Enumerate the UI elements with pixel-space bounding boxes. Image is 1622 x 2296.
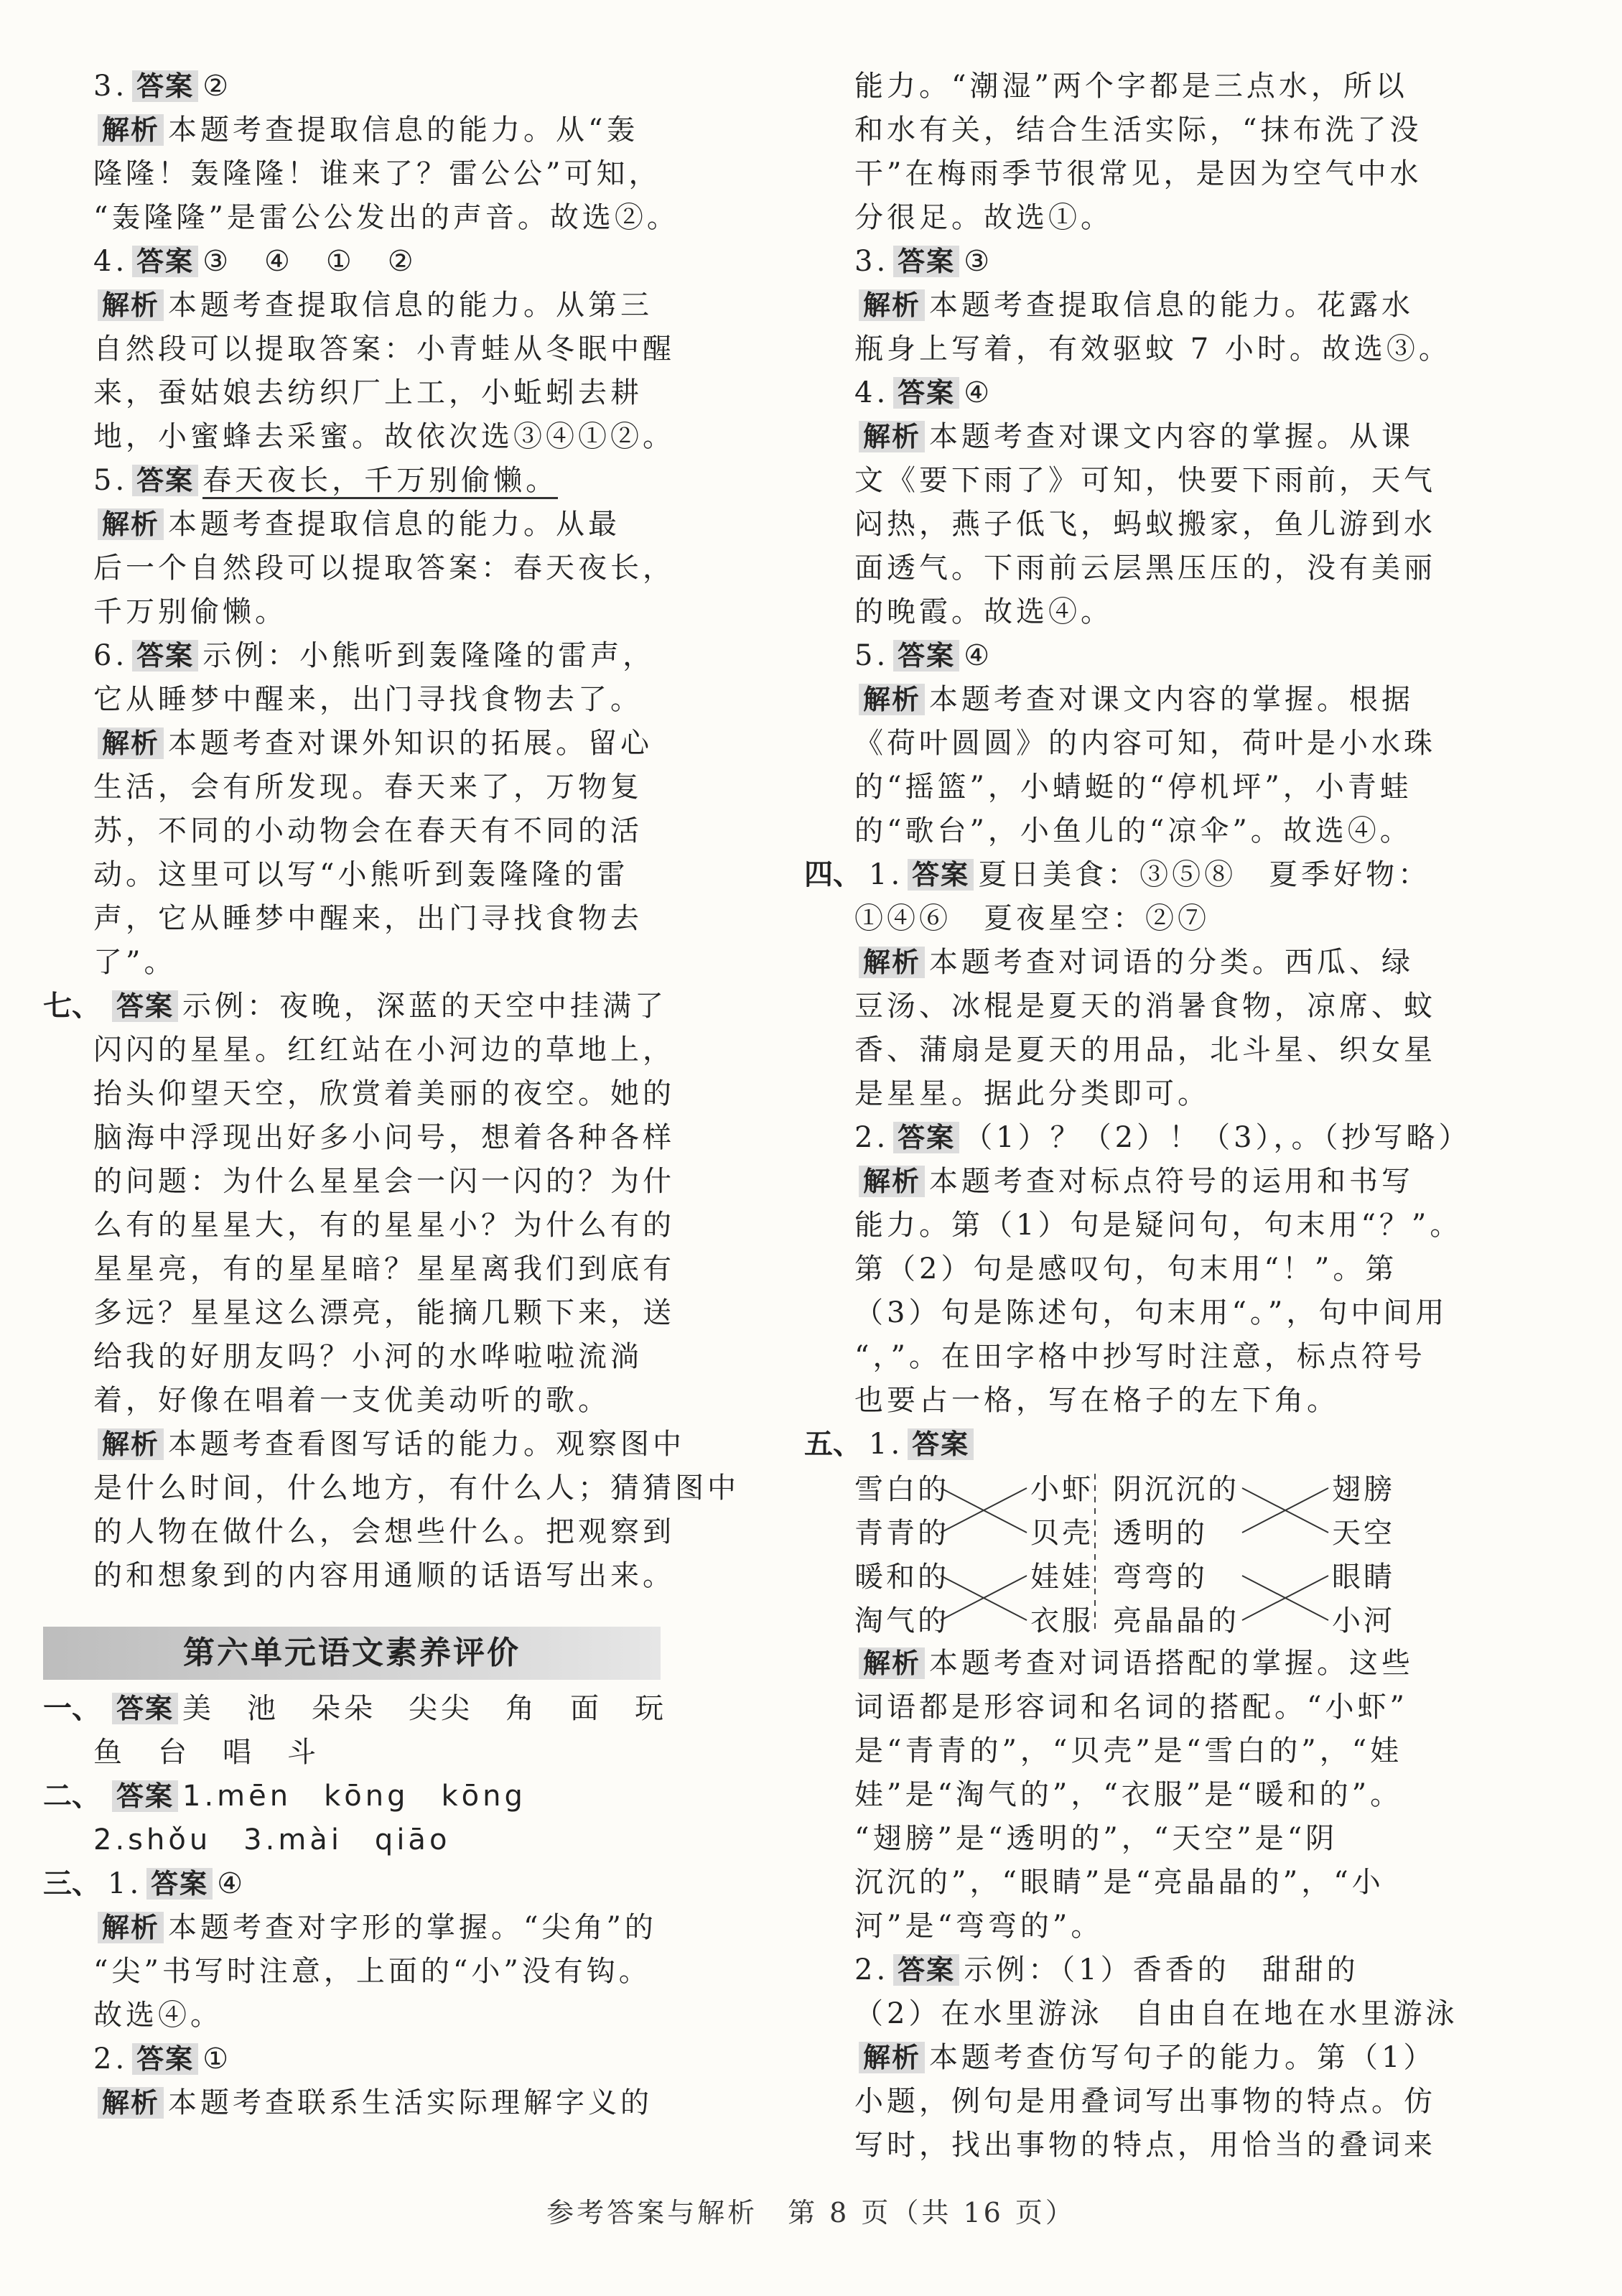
text-line: 了”。	[93, 946, 177, 979]
text-line: 脑海中浮现出好多小问号，想着各种各样	[93, 1121, 675, 1154]
text-line: 香、蒲扇是夏天的用品，北斗星、织女星	[854, 1033, 1436, 1066]
text-line: 的和想象到的内容用通顺的话语写出来。	[93, 1559, 675, 1592]
left-column	[43, 65, 797, 2125]
text-line: 隆隆！轰隆隆！谁来了？雷公公”可知，	[93, 157, 661, 190]
text-line: 能力。“潮湿”两个字都是三点水，所以	[854, 70, 1408, 103]
text-line: “，”。在田字格中抄写时注意，标点符号	[854, 1340, 1426, 1373]
text-line: 故选④。	[93, 1999, 223, 2032]
q4-answer-line: 4. 答案 ④	[854, 376, 994, 409]
text-line: 抬头仰望天空，欣赏着美丽的夜空。她的	[93, 1077, 675, 1110]
match-left-a-2: 青青的	[854, 1517, 949, 1550]
q3-answer-line: 3. 答案 ③	[854, 245, 994, 278]
analysis-line: 解析 本题考查提取信息的能力。从第三	[43, 284, 797, 327]
analysis-line: 解析 本题考查提取信息的能力。花露水	[804, 284, 1580, 327]
analysis-line: 解析 本题考查对词语的分类。西瓜、绿	[804, 941, 1580, 985]
text-line: 沉沉的”，“眼睛”是“亮晶晶的”，“小	[854, 1866, 1384, 1899]
text-line: 豆汤、冰棍是夏天的消暑食物，凉席、蚊	[854, 990, 1436, 1023]
analysis-line: 解析 本题考查看图写话的能力。观察图中	[43, 1423, 797, 1467]
text-line: 它从睡梦中醒来，出门寻找食物去了。	[93, 683, 643, 716]
text-line: 《荷叶圆圆》的内容可知，荷叶是小水珠	[854, 727, 1436, 760]
analysis-line: 解析 本题考查联系生活实际理解字义的	[43, 2081, 797, 2125]
match-right-a-4: 亮晶晶的	[1113, 1604, 1239, 1637]
text-line: ①④⑥ 夏夜星空：②⑦	[854, 902, 1210, 935]
word-matching-diagram	[854, 1467, 1580, 1642]
text-line: （2）在水里游泳 自由自在地在水里游泳	[854, 1997, 1458, 2030]
analysis-line: 解析 本题考查对课文内容的掌握。从课	[804, 415, 1580, 459]
text-line: 的“歌台”，小鱼儿的“凉伞”。故选④。	[854, 814, 1412, 847]
text-line: 的人物在做什么，会想些什么。把观察到	[93, 1515, 675, 1548]
text-line: 着，好像在唱着一支优美动听的歌。	[93, 1384, 610, 1417]
match-right-a-3: 弯弯的	[1113, 1561, 1208, 1594]
text-line: 来，蚕姑娘去纺织厂上工，小蚯蚓去耕	[93, 376, 643, 409]
match-right-b-1: 翅膀	[1332, 1473, 1395, 1506]
q3-answer-line: 3. 答案 ②	[93, 70, 233, 103]
text-line: 也要占一格，写在格子的左下角。	[854, 1384, 1339, 1417]
text-line: 么有的星星大，有的星星小？为什么有的	[93, 1209, 675, 1242]
match-left-b-4: 衣服	[1030, 1604, 1094, 1637]
text-line: 的问题：为什么星星会一闪一闪的？为什	[93, 1165, 675, 1198]
text-line: 后一个自然段可以提取答案：春天夜长，	[93, 552, 675, 585]
text-line: 能力。第（1）句是疑问句，句末用“？”。	[854, 1209, 1463, 1242]
text-line: 地，小蜜蜂去采蜜。故依次选③④①②。	[93, 420, 675, 453]
text-line: 的“摇篮”，小蜻蜓的“停机坪”，小青蛙	[854, 771, 1412, 804]
match-right-b-2: 天空	[1332, 1517, 1395, 1550]
match-left-b-1: 小虾	[1030, 1473, 1094, 1506]
match-left-b-2: 贝壳	[1030, 1517, 1094, 1550]
match-left-a-1: 雪白的	[854, 1473, 949, 1506]
analysis-line: 解析 本题考查对标点符号的运用和书写	[804, 1160, 1580, 1204]
text-line: 生活，会有所发现。春天来了，万物复	[93, 771, 643, 804]
q6-answer-line: 6. 答案 示例：小熊听到轰隆隆的雷声，	[93, 639, 656, 672]
text-line: 面透气。下雨前云层黑压压的，没有美丽	[854, 552, 1436, 585]
text-line: 词语都是形容词和名词的搭配。“小虾”	[854, 1691, 1408, 1724]
text-line: 写时，找出事物的特点，用恰当的叠词来	[854, 2129, 1436, 2162]
text-line: 鱼 台 唱 斗	[93, 1736, 320, 1769]
match-left-a-3: 暖和的	[854, 1561, 949, 1594]
text-line: 闪闪的星星。红红站在小河边的草地上，	[93, 1033, 675, 1066]
unit-banner: 第六单元语文素养评价	[43, 1627, 661, 1680]
text-line: 闷热，燕子低飞，蚂蚁搬家，鱼儿游到水	[854, 508, 1436, 541]
text-line: 文《要下雨了》可知，快要下雨前，天气	[854, 464, 1436, 497]
text-line: 的晚霞。故选④。	[854, 595, 1113, 628]
text-line: 是“青青的”，“贝壳”是“雪白的”，“娃	[854, 1734, 1403, 1767]
analysis-line: 解析 本题考查对词语搭配的掌握。这些	[804, 1642, 1580, 1686]
match-right-b-4: 小河	[1332, 1604, 1395, 1637]
s7-answer-line: 七、 答案 示例：夜晚，深蓝的天空中挂满了	[43, 990, 668, 1023]
text-line: 星星亮，有的星星暗？星星离我们到底有	[93, 1252, 675, 1286]
text-line: 自然段可以提取答案：小青蛙从冬眠中醒	[93, 333, 675, 366]
match-right-b-3: 眼睛	[1332, 1561, 1395, 1594]
text-line: 干”在梅雨季节很常见，是因为空气中水	[854, 157, 1422, 190]
analysis-line: 解析 本题考查对字形的掌握。“尖角”的	[43, 1906, 797, 1950]
text-line: 瓶身上写着，有效驱蚊 7 小时。故选③。	[854, 333, 1451, 366]
q5-answer-line: 5. 答案 春天夜长，千万别偷懒。	[43, 459, 797, 503]
text-line: 娃”是“淘气的”，“衣服”是“暖和的”。	[854, 1778, 1403, 1811]
s5-q2-answer-line: 2. 答案 示例：（1）香香的 甜甜的	[854, 1953, 1359, 1986]
text-line: 小题，例句是用叠词写出事物的特点。仿	[854, 2085, 1436, 2118]
text-line: “翅膀”是“透明的”，“天空”是“阴	[854, 1822, 1338, 1855]
text-line: 河”是“弯弯的”。	[854, 1910, 1104, 1943]
text-line: 声，它从睡梦中醒来，出门寻找食物去	[93, 902, 643, 935]
text-line: “轰隆隆”是雷公公发出的声音。故选②。	[93, 201, 679, 234]
right-column	[804, 65, 1580, 2167]
s1-answer-line: 一、 答案 美 池 朵朵 尖尖 角 面 玩	[43, 1692, 668, 1725]
analysis-line: 解析 本题考查提取信息的能力。从最	[43, 503, 797, 547]
text-line: 分很足。故选①。	[854, 201, 1113, 234]
text-line: 是星星。据此分类即可。	[854, 1077, 1210, 1110]
s4-answer-line: 四、 1. 答案 夏日美食：③⑤⑧ 夏季好物：	[804, 858, 1431, 891]
text-line: 是什么时间，什么地方，有什么人；猜猜图中	[93, 1472, 740, 1505]
match-right-a-2: 透明的	[1113, 1517, 1208, 1550]
q5-answer-line: 5. 答案 ④	[854, 639, 994, 672]
analysis-line: 解析 本题考查仿写句子的能力。第（1）	[804, 2036, 1580, 2080]
s5-answer-line: 五、 1. 答案	[804, 1423, 1580, 1467]
s3-answer-line: 三、 1. 答案 ④	[43, 1867, 247, 1900]
s2-answer-line: 二、 答案 1.mēn kōng kōng	[43, 1780, 526, 1813]
analysis-line: 解析 本题考查提取信息的能力。从“轰	[43, 108, 797, 152]
text-line: 和水有关，结合生活实际，“抹布洗了没	[854, 113, 1422, 147]
text-line: 第（2）句是感叹句，句末用“！”。第	[854, 1252, 1398, 1286]
text-line: 多远？星星这么漂亮，能摘几颗下来，送	[93, 1296, 675, 1329]
analysis-line: 解析 本题考查对课外知识的拓展。留心	[43, 722, 797, 766]
text-line: （3）句是陈述句，句末用“。”，句中间用	[854, 1296, 1448, 1329]
text-line: 千万别偷懒。	[93, 595, 287, 628]
text-line: “尖”书写时注意，上面的“小”没有钩。	[93, 1955, 651, 1988]
s4-q2-answer-line: 2. 答案 （1）？（2）！（3），。（抄写略）	[854, 1121, 1471, 1154]
text-line: 动。这里可以写“小熊听到轰隆隆的雷	[93, 858, 629, 891]
text-line: 给我的好朋友吗？小河的水哗啦啦流淌	[93, 1340, 643, 1373]
match-left-a-4: 淘气的	[854, 1604, 949, 1637]
s3-q2-answer-line: 2. 答案 ①	[93, 2042, 233, 2076]
q4-answer-line: 4. 答案 ③ ④ ① ②	[93, 245, 417, 278]
analysis-line: 解析 本题考查对课文内容的掌握。根据	[804, 678, 1580, 722]
text-line: 2.shǒu 3.mài qiāo	[93, 1823, 451, 1856]
page-footer: 参考答案与解析 第 8 页（共 16 页）	[546, 2197, 1076, 2228]
match-right-a-1: 阴沉沉的	[1113, 1473, 1239, 1506]
text-line: 苏，不同的小动物会在春天有不同的活	[93, 814, 643, 847]
match-left-b-3: 娃娃	[1030, 1561, 1094, 1594]
